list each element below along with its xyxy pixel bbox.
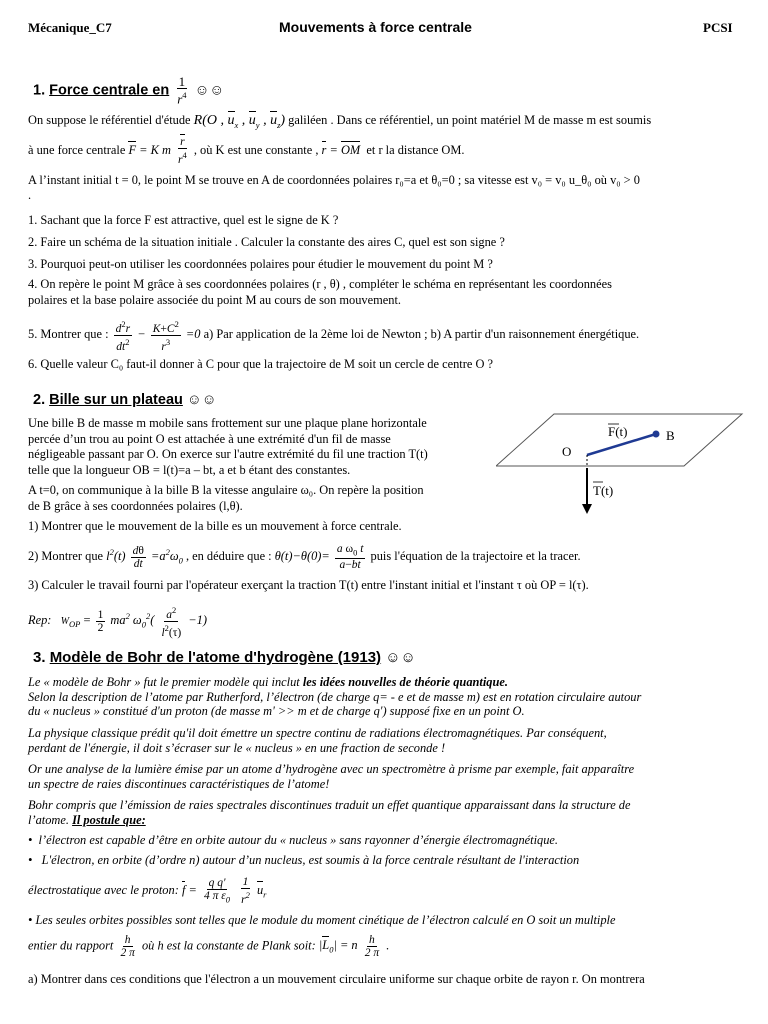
- header-right: PCSI: [703, 20, 733, 35]
- s1-question-4a: 4. On repère le point M grâce à ses coordonnées polaires (r , θ) , compléter le schéma en représentant les coordonnées: [28, 277, 612, 291]
- header-left: Mécanique_C7: [28, 20, 112, 35]
- s2-question-1: 1) Montrer que le mouvement de la bille es un mouvement à force centrale.: [28, 519, 402, 533]
- section2-heading: 2. Bille sur un plateau ☺☺: [33, 392, 217, 408]
- s3-para3: Or une analyse de la lumière émise par un atome d’hydrogène avec un spectromètre à prisme par exemple, fait apparaître un spectre de raies discontinues caractéristiques de l’atome!: [28, 762, 635, 791]
- document-page: Mécanique_C7 Mouvements à force centrale PCSI 1. Force centrale en $\frac{1}{r^4}$ ☺☺ On suppose le référentiel d'étude R(O , $u_x$ , $u_y$ , $u_z$) galiléen . Dans ce référentiel, un point matériel M de masse m est soumis à une force centrale F = K m $\frac{r}{r^4}$ , où K est une constante , r = OM et r la distance OM. A l’instant initial t = 0, le point M se trouve en A de coordonnées polaires r₀=a et θ₀=0 ; sa vitesse est v₀ = v₀ u_θ₀ où v₀ > 0 . 1. Sachant que la force F est attractive, quel est le signe de K ? 2. Faire un schéma de la situation initiale . Calculer la constante des aires C, quel est son signe ? 3. Pourquoi peut-on utiliser les coordonnées polaires pour étudier le mouvement du point M ? 4. On repère le point M grâce à ses coordonnées polaires (r , θ) , compléter le schéma en représentant les coordonnées polaires et la base polaire associée du point M au cours de son mouvement. 5. Montrer que : $\frac{d^2r}{dt^2}$ − $\frac{K+C^2}{r^3}$ =0 a) Par application de la 2ème loi de Newton ; b) A partir d'un raisonnement énergétique. 6. Quelle valeur C₀ faut-il donner à C pour que la trajectoire de M soit un cercle de centre O ? 2. Bille sur un plateau ☺☺ Une bille B de masse m mobile sans frottement sur une plaque plane horizontale percée d’un trou au point O est attachée à une extrémité d'un fil de masse négligeable passant par O. On exerce sur l'autre extrémité du fil une traction T(t) telle que la longueur OB = l(t)=a – bt, a et b étant des constantes. A t=0, on communique à la bille B la vitesse angulaire ω₀. On repère la position de B grâce à ses coordonnées polaires (l,θ). F(t) B O T(t) 1) Montrer que le mouvement de la bille es un mouvement à force centrale. 2) Montrer que $l^2(t)$ $\frac{d\theta}{dt}$ $=a^2\omega_0$ , en déduire que : θ(t)−θ(0)= $\frac{a \omega_0 t}{a-bt}$ puis l'équation de la trajectoire et la tracer. 3) Calculer le travail fourni par l'opérateur exerçant la traction T(t) entre l'instant initial et l'instant τ où OP = l(τ). Rep: $W_{OP}$ = $\frac{1}{2}$ $ma^2$ $\omega_0^2$( $\frac{a^2}{l^2(\tau)}$ −1) 3. Modèle de Bohr de l'atome d'hydrogène (1913) ☺☺ Le « modèle de Bohr » fut le premier modèle qui inclut les idées nouvelles de théorie quantique. Selon la description de l’atome par Rutherford, l’électron (de charge q= - e et de masse m) est en rotation circulaire autour du « nucleus » constitué d'un proton (de masse m' >> m et de charge q') supposé fixe en un point O. La physique classique prédit qu'il doit émettre un spectre continu de radiations électromagnétiques. Par conséquent, perdant de l'énergie, il doit s’écraser sur le « nucleus » en une fraction de seconde ! Or une analyse de la lumière émise par un atome d’hydrogène avec un spectromètre à prisme par exemple, fait apparaître un spectre de raies discontinues caractéristiques de l’atome! Bohr compris que l’émission de raies spectrales discontinues traduit un effet quantique apparaissant dans la structure de l’atome. Il postule que: • l’électron est capable d’être en orbite autour du « nucleus » sans rayonner d’énergie électromagnétique. • L'électron, en orbite (d’ordre n) autour d’un nucleus, est soumis à la force centrale résultant de l'interaction électrostatique avec le proton: f = $\frac{\text{q q'}}{4 \pi \varepsilon_0}$ $\frac{1}{r^2}$ $u_r$ • Les seules orbites possibles sont telles que le module du moment cinétique de l’électron calculé en O soit un multiple entier du rapport $\frac{h}{2 \pi}$ où h est la constante de Plank soit: $|L_0| = n$ $\frac{h}{2 \pi}$ . a) Montrer dans ces conditions que l'électron a un mouvement circulaire uniforme sur chaque orbite de rayon r. On montrera: [0, 0, 768, 1024]
- section1-title: Force centrale en: [49, 82, 170, 99]
- s1-intro-line3: A l’instant initial t = 0, le point M se trouve en A de coordonnées polaires r₀=a et θ₀=0 ; sa vitesse est v₀ = v₀ u_θ₀ où v₀ > 0: [28, 173, 640, 187]
- s1-question-2: 2. Faire un schéma de la situation initiale . Calculer la constante des aires C, quel est son signe ?: [28, 235, 505, 249]
- s1-question-4b: polaires et la base polaire associée du point M au cours de son mouvement.: [28, 293, 401, 307]
- s3-para4: Bohr compris que l’émission de raies spectrales discontinues traduit un effet quantique apparaissant dans la structure de l’atome. Il postule que:: [28, 798, 631, 827]
- s2-question-3: 3) Calculer le travail fourni par l'opérateur exerçant la traction T(t) entre l'instant initial et l'instant τ où OP = l(τ).: [28, 578, 589, 592]
- s3-question-a: a) Montrer dans ces conditions que l'électron a un mouvement circulaire uniforme sur chaque orbite de rayon r. On montrera: [28, 972, 645, 986]
- section1-smileys: ☺☺: [194, 82, 225, 99]
- s2-para2: A t=0, on communique à la bille B la vitesse angulaire ω₀. On repère la position de B grâce à ses coordonnées polaires (l,θ).: [28, 483, 424, 513]
- s1-question-5: 5. Montrer que : $\frac{d^2r}{dt^2}$ − $\frac{K+C^2}{r^3}$ =0 a) Par application de la 2ème loi de Newton ; b) A partir d'un raisonnement énergétique.: [28, 319, 640, 353]
- s1-question-3: 3. Pourquoi peut-on utiliser les coordonnées polaires pour étudier le mouvement du point M ?: [28, 257, 493, 271]
- s3-bullet-3a: • Les seules orbites possibles sont telles que le module du moment cinétique de l’électron calculé en O soit un multiple: [28, 913, 616, 927]
- T-label: T(t): [593, 483, 614, 498]
- F-label: F(t): [608, 424, 628, 439]
- s3-para2: La physique classique prédit qu'il doit émettre un spectre continu de radiations électromagnétiques. Par conséquent, perdant de l'énergie, il doit s’écraser sur le « nucleus » en une fraction de seconde !: [28, 726, 607, 755]
- s2-answer: Rep: $W_{OP}$ = $\frac{1}{2}$ $ma^2$ $\omega_0^2$( $\frac{a^2}{l^2(\tau)}$ −1): [28, 605, 207, 639]
- s3-bullet-2b: électrostatique avec le proton: f = $\frac{\text{q q'}}{4 \pi \varepsilon_0}$ $\frac{1}{r^2}$ $u_r$: [28, 876, 267, 906]
- s1-intro-line1: On suppose le référentiel d'étude R(O , $u_x$ , $u_y$ , $u_z$) galiléen . Dans ce référentiel, un point matériel M de masse m est soumis: [28, 113, 652, 130]
- s3-bullet-2a: • L'électron, en orbite (d’ordre n) autour d’un nucleus, est soumis à la force centrale résultant de l'interaction: [28, 853, 580, 867]
- plateau-figure: [496, 408, 744, 520]
- s3-bullet-1: • l’électron est capable d’être en orbite autour du « nucleus » sans rayonner d’énergie électromagnétique.: [28, 833, 559, 847]
- s2-para1: Une bille B de masse m mobile sans frottement sur une plaque plane horizontale percée d’un trou au point O est attachée à une extrémité d'un fil de masse négligeable passant par O. On exerce sur l'autre extrémité du fil une traction T(t) telle que la longueur OB = l(t)=a – bt, a et b étant des constantes.: [28, 416, 428, 477]
- B-label: B: [666, 428, 675, 443]
- plate-outline: [496, 414, 742, 466]
- section1-heading: [33, 76, 224, 105]
- s3-bullet-3b: entier du rapport $\frac{h}{2 \pi}$ où h est la constante de Plank soit: $|L_0| = n$ $\frac{h}{2 \pi}$ .: [28, 934, 390, 959]
- s1-question-6: 6. Quelle valeur C₀ faut-il donner à C pour que la trajectoire de M soit un cercle de centre O ?: [28, 357, 493, 371]
- s3-para1: Le « modèle de Bohr » fut le premier modèle qui inclut les idées nouvelles de théorie quantique. Selon la description de l’atome par Rutherford, l’électron (de charge q= - e et de masse m) est en rotation circulaire autour du « nucleus » constitué d'un proton (de masse m' >> m et de charge q') supposé fixe en un point O.: [28, 675, 642, 718]
- ball-dot: [653, 431, 660, 438]
- section3-heading: 3. Modèle de Bohr de l'atome d'hydrogène (1913) ☺☺: [33, 649, 416, 666]
- O-label: O: [562, 444, 572, 459]
- section1-number: 1.: [33, 82, 46, 99]
- section1-fraction: $\frac{1}{r^4}$: [177, 74, 187, 107]
- header-center: Mouvements à force centrale: [279, 19, 472, 35]
- s2-question-2: 2) Montrer que $l^2(t)$ $\frac{d\theta}{dt}$ $=a^2\omega_0$ , en déduire que : θ(t)−θ(0)= $\frac{a \omega_0 t}{a-bt}$ puis l'équation de la trajectoire et la tracer.: [28, 543, 581, 572]
- s1-intro-line2: à une force centrale F = K m $\frac{r}{r^4}$ , où K est une constante , r = OM et r la distance OM.: [28, 136, 465, 166]
- s1-question-1: 1. Sachant que la force F est attractive, quel est le signe de K ?: [28, 213, 339, 227]
